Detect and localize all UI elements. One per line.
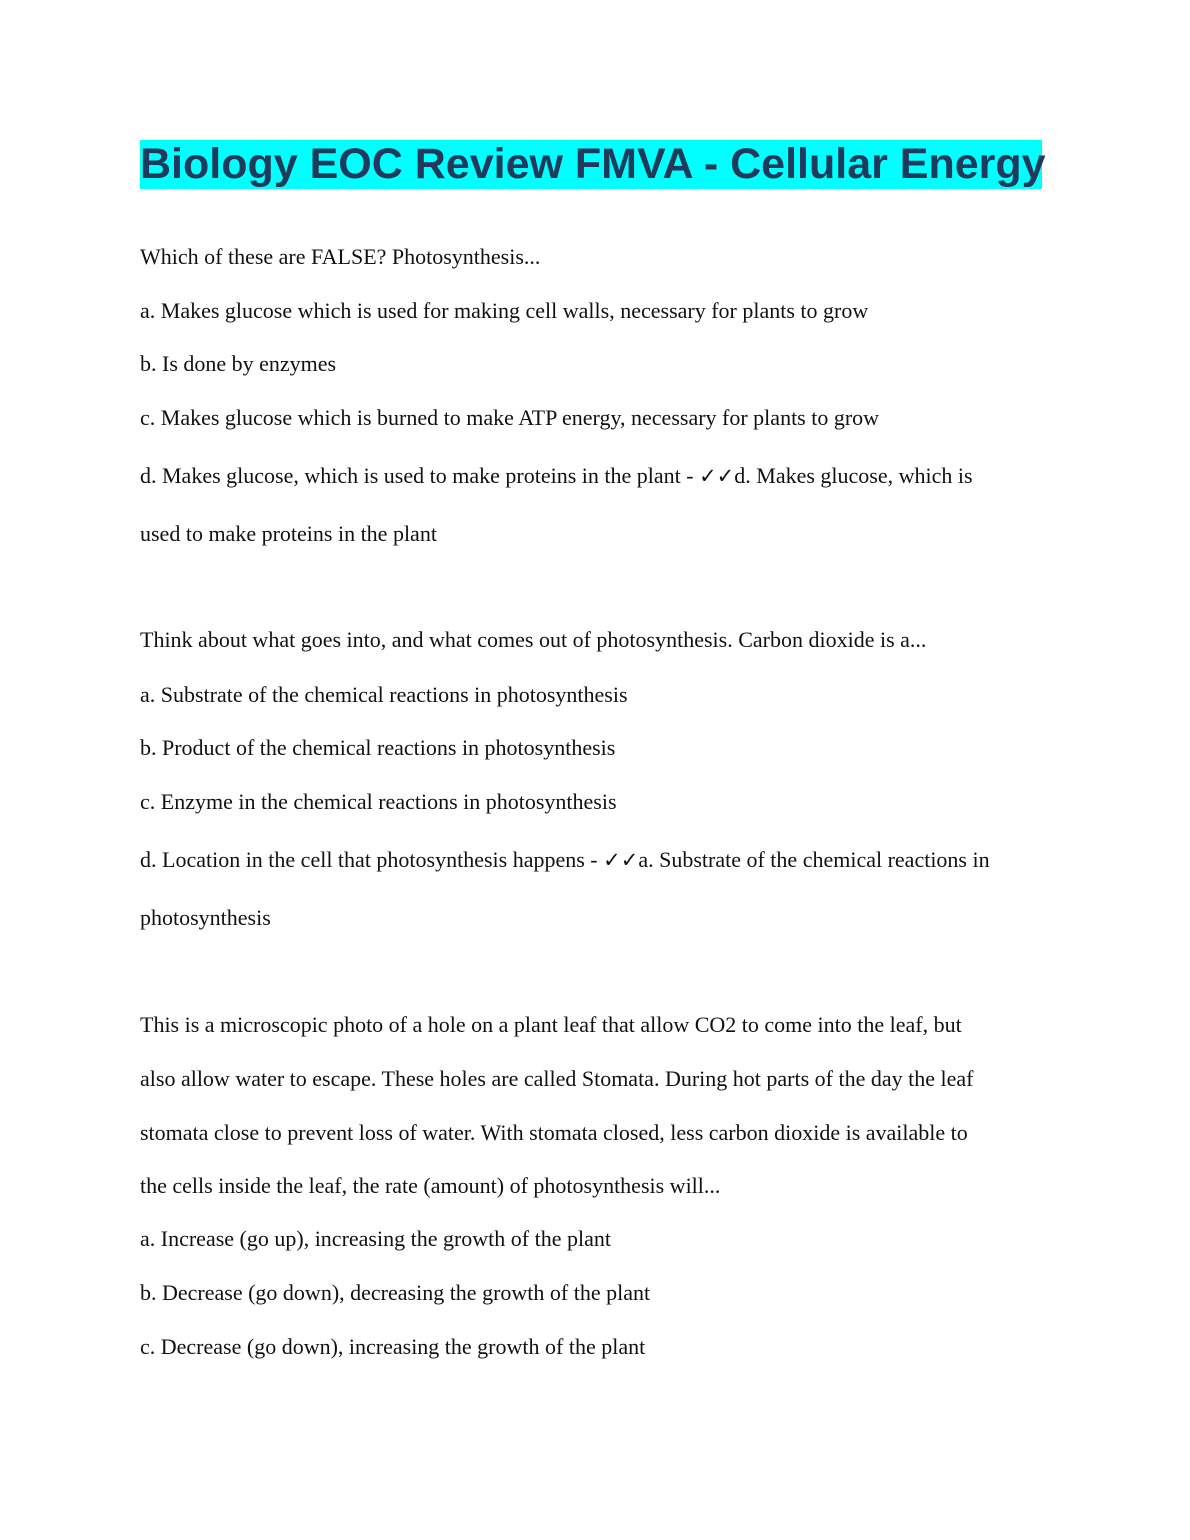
question-1-option-a: a. Makes glucose which is used for making cell walls, necessary for plants to grow [140, 298, 869, 323]
title-highlight [140, 140, 1046, 189]
question-3-stem-line-2: also allow water to escape. These holes are called Stomata. During hot parts of the day the leaf [140, 1066, 974, 1091]
question-2-answer: a. Substrate of the chemical reactions in [638, 847, 990, 872]
question-2-option-d: d. Location in the cell that photosynthesis happens - [140, 847, 604, 872]
question-1-answer: d. Makes glucose, which is [734, 463, 973, 488]
question-1-answer-continued: used to make proteins in the plant [140, 521, 437, 546]
question-2-option-d-line [140, 846, 990, 874]
question-3-option-a: a. Increase (go up), increasing the growth of the plant [140, 1226, 611, 1251]
question-2-option-a: a. Substrate of the chemical reactions in photosynthesis [140, 682, 628, 707]
question-3-option-b: b. Decrease (go down), decreasing the growth of the plant [140, 1280, 651, 1305]
question-3-option-c: c. Decrease (go down), increasing the growth of the plant [140, 1334, 646, 1359]
question-1-stem: Which of these are FALSE? Photosynthesis... [140, 244, 541, 269]
question-1-option-c: c. Makes glucose which is burned to make ATP energy, necessary for plants to grow [140, 405, 880, 430]
question-2-option-b: b. Product of the chemical reactions in photosynthesis [140, 735, 616, 760]
question-3-stem-line-1: This is a microscopic photo of a hole on a plant leaf that allow CO2 to come into the leaf, but [140, 1012, 962, 1037]
check-mark-icon: ✓✓ [603, 848, 639, 872]
question-1-option-d: d. Makes glucose, which is used to make proteins in the plant - [140, 463, 700, 488]
question-2-stem: Think about what goes into, and what comes out of photosynthesis. Carbon dioxide is a... [140, 627, 927, 652]
question-2-option-c: c. Enzyme in the chemical reactions in photosynthesis [140, 789, 617, 814]
question-3-stem-line-4: the cells inside the leaf, the rate (amount) of photosynthesis will... [140, 1173, 721, 1198]
check-mark-icon: ✓✓ [699, 464, 735, 488]
question-3-stem-line-3: stomata close to prevent loss of water. With stomata closed, less carbon dioxide is available to [140, 1120, 968, 1145]
question-2-answer-continued: photosynthesis [140, 905, 271, 930]
question-1-option-b: b. Is done by enzymes [140, 351, 337, 376]
question-1-option-d-line [140, 462, 973, 490]
page-title: Biology EOC Review FMVA - Cellular Energy [140, 140, 1046, 188]
